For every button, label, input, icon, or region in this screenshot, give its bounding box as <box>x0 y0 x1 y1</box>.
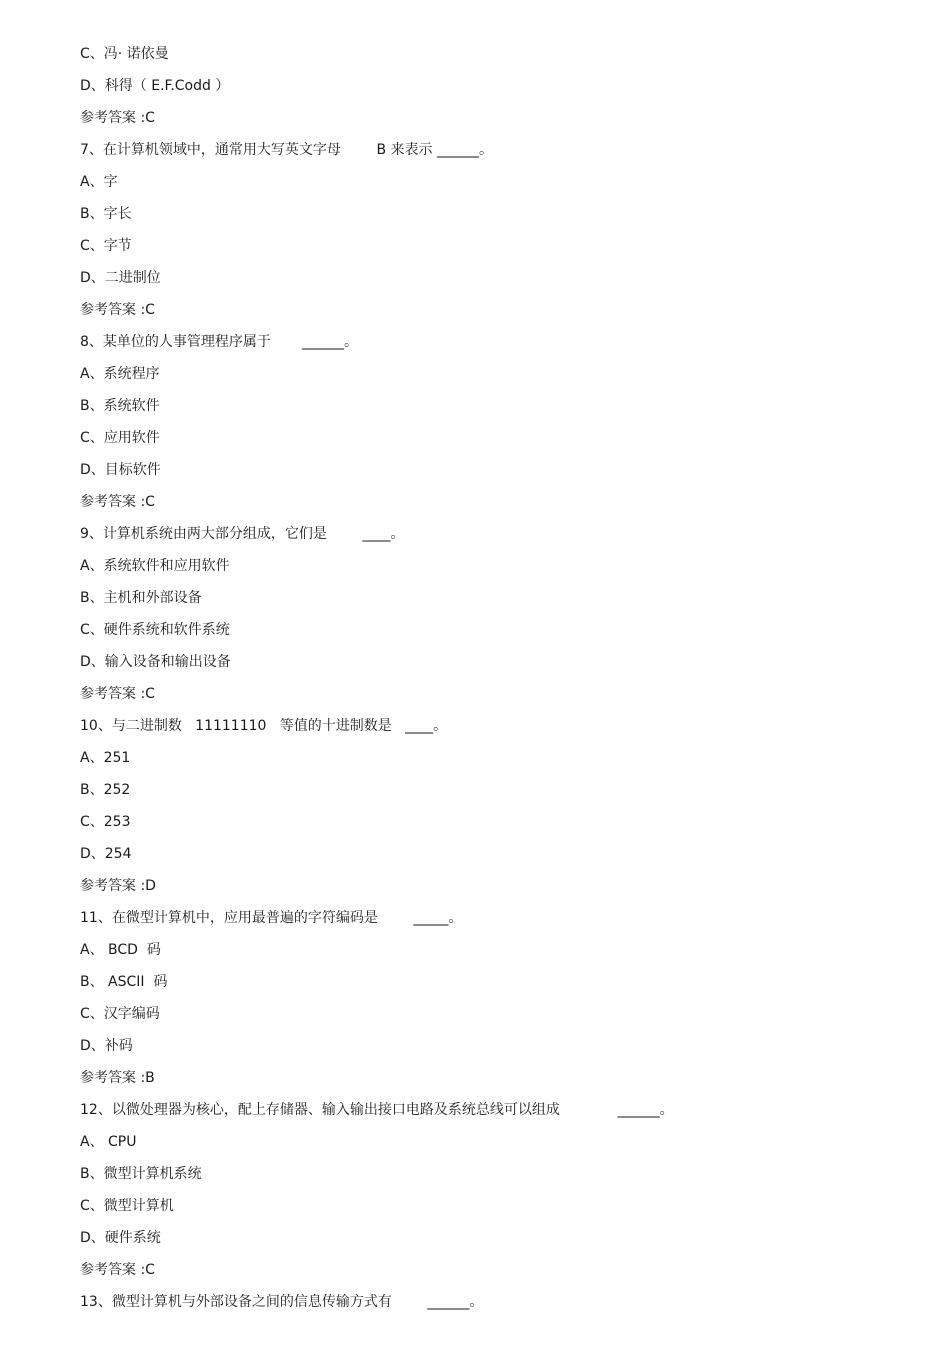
option-c: C、微型计算机 <box>80 1198 174 1214</box>
option-a: A、 BCD 码 <box>80 942 161 958</box>
option-b: B、系统软件 <box>80 398 160 414</box>
option-d: D、254 <box>80 846 132 862</box>
option-d: D、硬件系统 <box>80 1230 161 1246</box>
option-b: B、 ASCII 码 <box>80 974 168 990</box>
option-c: C、字节 <box>80 238 132 254</box>
option-a: A、251 <box>80 750 131 766</box>
option-b: B、微型计算机系统 <box>80 1166 202 1182</box>
answer-line: 参考答案 :C <box>80 302 155 318</box>
answer-line: 参考答案 :B <box>80 1070 155 1086</box>
question-13: 13、微型计算机与外部设备之间的信息传输方式有 ______。 <box>80 1294 484 1310</box>
option-b: B、主机和外部设备 <box>80 590 202 606</box>
answer-line: 参考答案 :C <box>80 1262 155 1278</box>
question-7: 7、在计算机领域中，通常用大写英文字母 B 来表示 ______。 <box>80 142 494 158</box>
question-11: 11、在微型计算机中，应用最普遍的字符编码是 _____。 <box>80 910 463 926</box>
option-c: C、硬件系统和软件系统 <box>80 622 230 638</box>
option-d: D、目标软件 <box>80 462 161 478</box>
question-8: 8、某单位的人事管理程序属于 ______。 <box>80 334 359 350</box>
option-a: A、系统软件和应用软件 <box>80 558 230 574</box>
option-c: C、应用软件 <box>80 430 160 446</box>
option-d: D、二进制位 <box>80 270 161 286</box>
option-d: D、输入设备和输出设备 <box>80 654 231 670</box>
answer-line: 参考答案 :C <box>80 686 155 702</box>
answer-line: 参考答案 :C <box>80 494 155 510</box>
answer-line: 参考答案 :C <box>80 110 155 126</box>
option-a: A、系统程序 <box>80 366 160 382</box>
option-c: C、253 <box>80 814 131 830</box>
option-b: B、252 <box>80 782 131 798</box>
option-c: C、汉字编码 <box>80 1006 160 1022</box>
text-line: C、冯· 诺依曼 <box>80 46 169 62</box>
text-line: D、科得（ E.F.Codd ） <box>80 78 230 94</box>
question-9: 9、计算机系统由两大部分组成，它们是 ____。 <box>80 526 405 542</box>
option-a: A、字 <box>80 174 118 190</box>
question-10: 10、与二进制数 11111110 等值的十进制数是 ____。 <box>80 718 448 734</box>
option-d: D、补码 <box>80 1038 133 1054</box>
option-b: B、字长 <box>80 206 132 222</box>
answer-line: 参考答案 :D <box>80 878 156 894</box>
question-12: 12、以微处理器为核心，配上存储器、输入输出接口电路及系统总线可以组成 ______。 <box>80 1102 674 1118</box>
option-a: A、 CPU <box>80 1134 137 1150</box>
